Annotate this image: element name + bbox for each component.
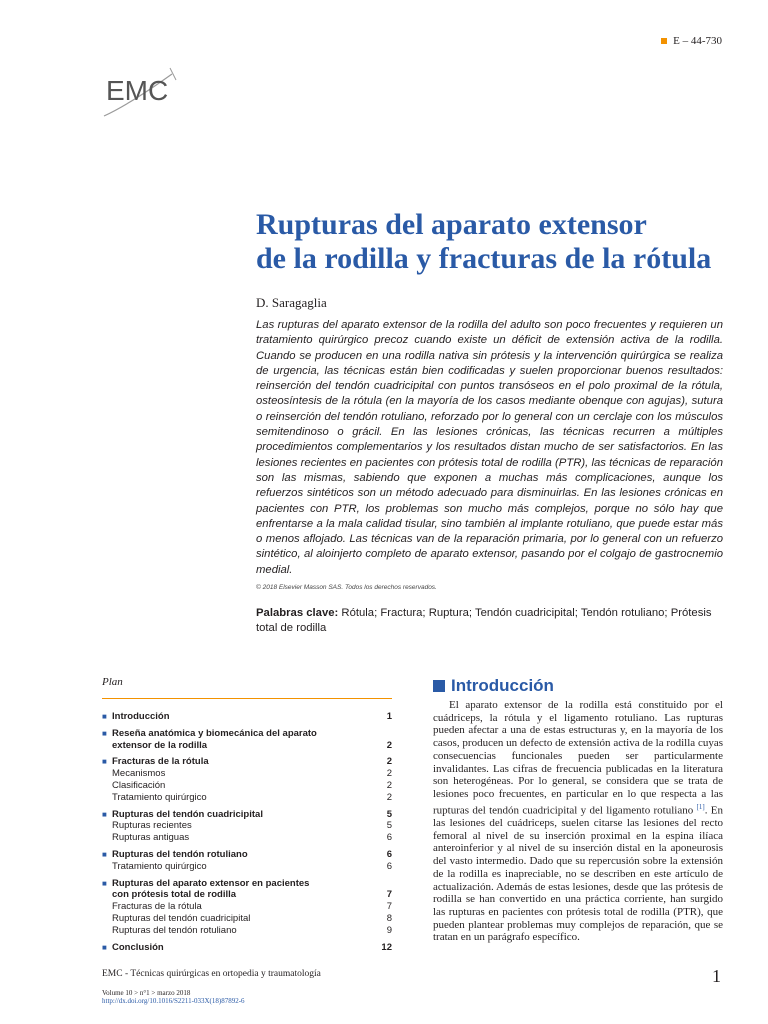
title-line-2: de la rodilla y fracturas de la rótula: [256, 242, 712, 275]
reference-code: E – 44-730: [673, 35, 722, 47]
plan-list: [102, 706, 392, 953]
plan-item-page: 5: [386, 808, 392, 820]
plan-item[interactable]: [102, 780, 392, 792]
plan-item-label: Conclusión: [112, 941, 164, 953]
plan-item[interactable]: [102, 913, 392, 925]
bullet-icon: ■: [102, 809, 107, 819]
logo-text: EMC: [106, 75, 169, 106]
plan-item[interactable]: [102, 723, 392, 740]
plan-item-label: extensor de la rodilla: [112, 739, 208, 751]
citation-link[interactable]: [1]: [696, 802, 705, 811]
author: D. Saragaglia: [256, 295, 327, 310]
plan-item-label: Rupturas del tendón rotuliano: [112, 848, 248, 860]
intro-paragraph: [433, 699, 723, 944]
keywords-label: Palabras clave:: [256, 607, 339, 619]
footer: [102, 969, 321, 1005]
plan-item[interactable]: [102, 792, 392, 804]
plan-item-page: [372, 878, 392, 890]
document-reference: [661, 35, 722, 47]
intro-text-2: . En las lesiones del cuádriceps, suelen citarse las lesiones del recto femoral al nivel de su inserción proximal en la espina ilíaca anteroinferior y al nivel de su inserción distal en la aponeurosis del vasto intermedio. Dado que su repercusión sobre la extensión de la rodilla es inapreciable, no se describen en este artículo de actualización. Además de estas lesiones, desde que las prótesis de rodilla se han convertido en una práctica corriente, han surgido las rupturas en pacientes con prótesis total de rodilla (PTR), que pueden plantear problemas muy complejos de reparación, que se tratan en un parágrafo específico.: [433, 804, 723, 944]
intro-heading-text: Introducción: [451, 676, 554, 695]
plan-item[interactable]: [102, 925, 392, 937]
plan-item-label: Clasificación: [112, 779, 166, 791]
plan-item[interactable]: [102, 740, 392, 752]
intro-text-1: El aparato extensor de la rodilla está constituido por el cuádriceps, la rótula y el ligamento rotuliano. Las rupturas pueden afectar a una de estas estructuras y, en la mayoría de los casos, producen un defecto de extensión activa de la rodilla cuyas consecuencias funcionales pueden ser particularmente invalidantes. Las cifras de frecuencia publicadas en la literatura son heterogéneas. Por lo general, se considera que se trata de lesiones poco frecuentes, en particular en lo que respecta a las rupturas del tendón cuadricipital y del ligamento rotuliano: [433, 699, 723, 817]
plan-item-label: Reseña anatómica y biomecánica del aparato: [112, 727, 317, 739]
title-line-1: Rupturas del aparato extensor: [256, 208, 647, 241]
plan-item[interactable]: [102, 832, 392, 844]
plan-item-label: Rupturas del aparato extensor en pacientes: [112, 877, 310, 889]
bullet-icon: ■: [102, 728, 107, 738]
plan-item[interactable]: [102, 706, 392, 723]
plan-item[interactable]: [102, 751, 392, 768]
journal-name: EMC - Técnicas quirúrgicas en ortopedia y traumatología: [102, 969, 321, 979]
plan-item[interactable]: [102, 901, 392, 913]
plan-item-label: Introducción: [112, 711, 170, 722]
plan-item[interactable]: [102, 873, 392, 890]
plan-item[interactable]: [102, 820, 392, 832]
plan-item-page: 2: [386, 739, 392, 751]
plan-item-label: Tratamiento quirúrgico: [112, 860, 207, 872]
plan-item-label: Rupturas del tendón cuadricipital: [112, 912, 251, 924]
article-title: [256, 208, 736, 276]
plan-item-label: Fracturas de la rótula: [112, 901, 202, 913]
plan-item-label: Fracturas de la rótula: [112, 756, 209, 768]
plan-item-page: 7: [386, 889, 392, 901]
plan-item-page: 2: [386, 756, 392, 768]
plan-item-page: 7: [386, 901, 392, 913]
doi-link[interactable]: http://dx.doi.org/10.1016/S2211-033X(18)87892-6: [102, 997, 245, 1005]
plan-item-page: 12: [381, 941, 392, 953]
plan-item[interactable]: [102, 804, 392, 821]
plan-title: Plan: [102, 676, 123, 688]
plan-item[interactable]: [102, 889, 392, 901]
plan-item-page: 6: [386, 860, 392, 872]
plan-item-page: 6: [386, 832, 392, 844]
keywords-list: Rótula; Fractura; Ruptura; Tendón cuadricipital; Tendón rotuliano; Prótesis total de rodilla: [256, 607, 712, 634]
plan-item[interactable]: [102, 844, 392, 861]
plan-item-label: Rupturas antiguas: [112, 832, 190, 844]
plan-divider: [102, 698, 392, 699]
page-number: 1: [712, 966, 721, 986]
plan-item[interactable]: [102, 861, 392, 873]
copyright: © 2018 Elsevier Masson SAS. Todos los derechos reservados.: [256, 584, 437, 591]
plan-item-label: Tratamiento quirúrgico: [112, 791, 207, 803]
plan-item-page: 6: [386, 848, 392, 860]
plan-item-page: 5: [386, 820, 392, 832]
bullet-icon: ■: [102, 757, 107, 767]
bullet-icon: ■: [102, 878, 107, 888]
keywords: [256, 606, 726, 636]
volume-info: Volume 10 > n°1 > marzo 2018: [102, 989, 191, 997]
bullet-icon: ■: [102, 942, 107, 952]
plan-item-label: Rupturas del tendón rotuliano: [112, 924, 237, 936]
plan-item-label: Rupturas del tendón cuadricipital: [112, 808, 263, 820]
emc-logo: [100, 64, 180, 120]
plan-item-page: 1: [386, 711, 392, 722]
plan-item[interactable]: [102, 768, 392, 780]
intro-heading: [433, 676, 554, 696]
bullet-icon: ■: [102, 712, 107, 721]
blue-square-icon: [433, 680, 445, 692]
abstract: Las rupturas del aparato extensor de la rodilla del adulto son poco frecuentes y requieren un tratamiento quirúrgico precoz cuando existe un déficit de extensión activa de la rodilla. Cuando se producen en una rodilla nativa sin prótesis y la intervención quirúrgica se realiza de urgencia, las técnicas están bien codificadas y suelen proporcionar buenos resultados: reinserción del tendón cuadricipital con puntos transóseos en el polo proximal de la rótula, osteosíntesis de la rótula (en la mayoría de los casos mediante obenque con agujas), sutura o reinserción del tendón rotuliano, reforzado por lo general con un cerclaje con los músculos semitendinoso o grácil. En las lesiones crónicas, las técnicas recurren a múltiples procedimientos complementarios y los resultados distan mucho de ser satisfactorios. En las lesiones recientes en pacientes con prótesis total de rodilla (PTR), las técnicas de reparación son las mismas, sabiendo que exponen a muchas más complicaciones, aunque los refuerzos sintéticos son un método adecuado para disminuirlas. En las lesiones crónicas en pacientes con PTR, los problemas son mucho más complejos, porque no sólo hay que enfrentarse a la mala calidad tisular, sino también al implante rotuliano, que puede estar más o menos aflojado. Las técnicas van de la reparación primaria, por lo general con un refuerzo sintético, al aloinjerto completo de aparato extensor, pasando por el colgajo de gastrocnemio medial.: [256, 319, 723, 576]
plan-item-page: 2: [386, 768, 392, 780]
plan-item-page: 2: [386, 779, 392, 791]
bullet-icon: ■: [102, 849, 107, 859]
plan-item-label: Rupturas recientes: [112, 820, 192, 832]
plan-item-page: 2: [386, 791, 392, 803]
plan-item-label: Mecanismos: [112, 768, 166, 780]
plan-item-page: 9: [386, 924, 392, 936]
plan-item-page: [372, 728, 392, 740]
plan-item[interactable]: [102, 937, 392, 954]
plan-box: [102, 676, 392, 953]
plan-item-page: 8: [386, 912, 392, 924]
orange-square-icon: [661, 38, 667, 44]
plan-item-label: con prótesis total de rodilla: [112, 889, 237, 901]
